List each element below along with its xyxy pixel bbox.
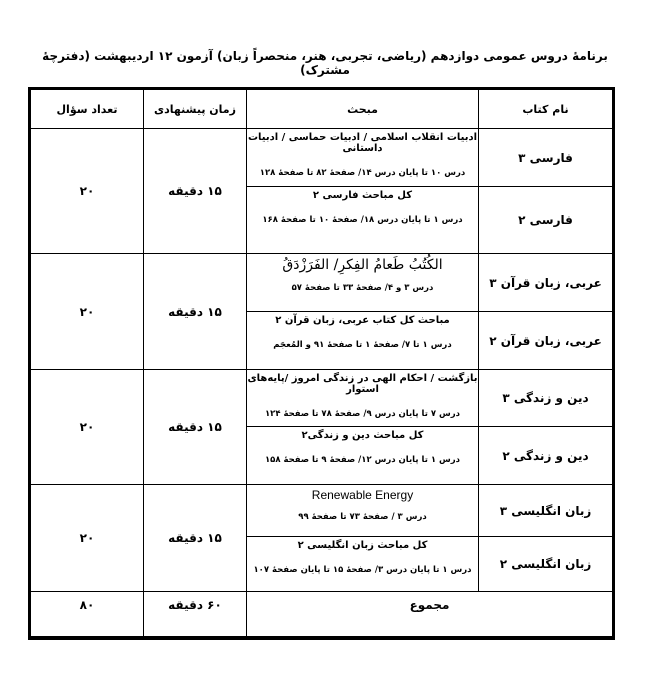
table-row bbox=[30, 129, 614, 187]
topic-cell bbox=[247, 485, 479, 537]
schedule-table bbox=[28, 87, 615, 640]
book-name: فارسی ۲ bbox=[479, 187, 614, 254]
question-count: ۲۰ bbox=[30, 129, 144, 254]
topic-title: کل مباحث فارسی ۲ bbox=[312, 190, 413, 201]
topic-cell bbox=[247, 427, 479, 485]
topic-title: مباحث کل کتاب عربی، زبان قرآن ۲ bbox=[275, 315, 450, 326]
topic-title: بازگشت / احکام الهی در زندگی امروز /پایه‌های استوار bbox=[247, 373, 478, 395]
suggested-time: ۱۵ دقیقه bbox=[144, 485, 247, 592]
topic-range: درس ۱ تا ۷/ صفحهٔ ۱ تا صفحهٔ ۹۱ و المُعجَم bbox=[273, 340, 452, 350]
topic-range: درس ۱ تا پایان درس ۳/ صفحهٔ ۱۵ تا پایان صفحهٔ ۱۰۷ bbox=[253, 565, 472, 575]
header-count: تعداد سؤال bbox=[30, 89, 144, 129]
total-time: ۶۰ دقیقه bbox=[144, 592, 247, 639]
topic-range: درس ۳ و ۴/ صفحهٔ ۳۳ تا صفحهٔ ۵۷ bbox=[291, 283, 434, 293]
table-row bbox=[30, 485, 614, 537]
suggested-time: ۱۵ دقیقه bbox=[144, 129, 247, 254]
topic-range: درس ۷ تا پایان درس ۹/ صفحهٔ ۷۸ تا صفحهٔ ۱۲۴ bbox=[264, 409, 461, 419]
topic-cell bbox=[247, 312, 479, 370]
question-count: ۲۰ bbox=[30, 485, 144, 592]
document-title: برنامهٔ دروس عمومی دوازدهم (ریاضی، تجربی، هنر، منحصراً زبان) آزمون ۱۲ اردیبهشت (دفترچهٔ مشترک) bbox=[42, 49, 608, 77]
topic-range: درس ۱ تا پایان درس ۱۲/ صفحهٔ ۹ تا صفحهٔ ۱۵۸ bbox=[264, 455, 461, 465]
question-count: ۲۰ bbox=[30, 370, 144, 485]
question-count: ۲۰ bbox=[30, 254, 144, 370]
topic-cell bbox=[247, 537, 479, 592]
topic-title: ادبیات انقلاب اسلامی / ادبیات حماسی / ادبیات داستانی bbox=[247, 132, 478, 154]
topic-title: کل مباحث زبان انگلیسی ۲ bbox=[297, 540, 428, 551]
topic-cell bbox=[247, 254, 479, 312]
header-row bbox=[30, 89, 614, 129]
header-book: نام کتاب bbox=[479, 89, 614, 129]
topic-title: کل مباحث دین و زندگی۲ bbox=[301, 430, 424, 441]
table-row bbox=[30, 370, 614, 427]
topic-title: الکُتُبُ طَعامُ الفِکرِ/ الفَرَزْدَقُ bbox=[282, 257, 443, 273]
header-topic: مبحث bbox=[247, 89, 479, 129]
book-name: دین و زندگی ۳ bbox=[479, 370, 614, 427]
total-label: مجموع bbox=[247, 592, 614, 639]
topic-range: درس ۳ / صفحهٔ ۷۳ تا صفحهٔ ۹۹ bbox=[298, 512, 427, 522]
topic-cell bbox=[247, 129, 479, 187]
header-time: زمان پیشنهادی bbox=[144, 89, 247, 129]
topic-range: درس ۱ تا پایان درس ۱۸/ صفحهٔ ۱۰ تا صفحهٔ ۱۶۸ bbox=[262, 215, 463, 225]
topic-title: Renewable Energy bbox=[311, 488, 414, 502]
book-name: دین و زندگی ۲ bbox=[479, 427, 614, 485]
suggested-time: ۱۵ دقیقه bbox=[144, 254, 247, 370]
suggested-time: ۱۵ دقیقه bbox=[144, 370, 247, 485]
book-name: عربی، زبان قرآن ۲ bbox=[479, 312, 614, 370]
topic-cell bbox=[247, 370, 479, 427]
table-row bbox=[30, 254, 614, 312]
total-row bbox=[30, 592, 614, 639]
book-name: فارسی ۳ bbox=[479, 129, 614, 187]
topic-range: درس ۱۰ تا پایان درس ۱۴/ صفحهٔ ۸۲ تا صفحهٔ ۱۲۸ bbox=[259, 168, 466, 178]
book-name: زبان انگلیسی ۳ bbox=[479, 485, 614, 537]
total-count: ۸۰ bbox=[30, 592, 144, 639]
book-name: زبان انگلیسی ۲ bbox=[479, 537, 614, 592]
topic-cell bbox=[247, 187, 479, 254]
book-name: عربی، زبان قرآن ۳ bbox=[479, 254, 614, 312]
